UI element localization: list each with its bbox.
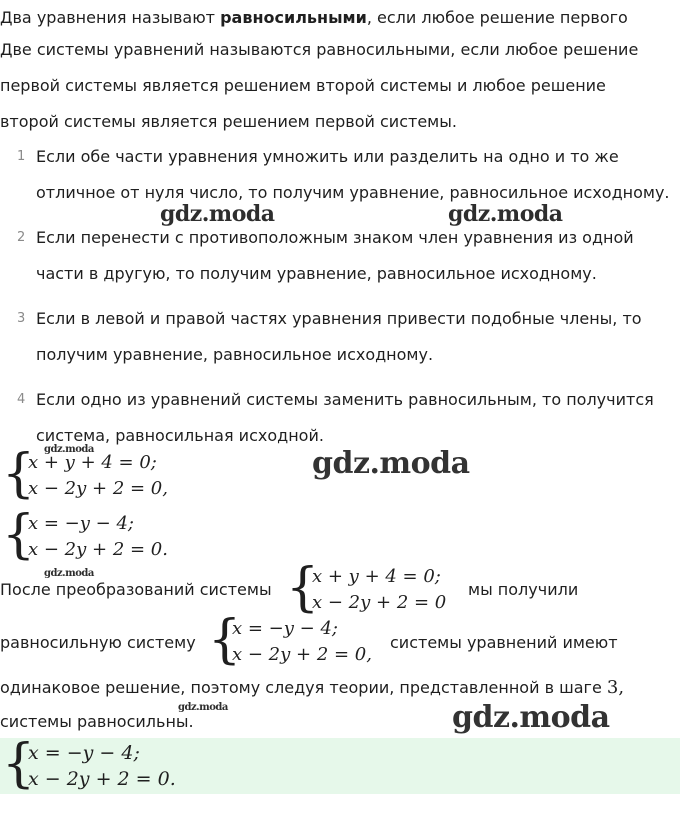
para-line-1-suffix: мы получили (468, 580, 579, 599)
intro-line-1-suffix: , если любое решение первого (366, 8, 628, 27)
rule-number: 3 (17, 311, 26, 326)
answer-box (0, 734, 680, 794)
answer-equation: x = −y − 4; (28, 742, 140, 764)
para-line-4: системы равносильны. (0, 712, 194, 731)
rule-text: Если в левой и правой частях уравнения привести подобные члены, то (36, 309, 642, 328)
equation: x + y + 4 = 0; (312, 566, 441, 587)
rule-text: отличное от нуля число, то получим уравнение, равносильное исходному. (36, 183, 670, 202)
para-line-1-prefix: После преобразований системы (0, 580, 272, 599)
rule-text: части в другую, то получим уравнение, равносильное исходному. (36, 264, 597, 283)
rule-text: Если обе части уравнения умножить или разделить на одно и то же (36, 147, 619, 166)
equation: x − 2y + 2 = 0, (28, 478, 168, 499)
left-brace: { (286, 558, 320, 618)
left-brace: { (2, 505, 36, 565)
watermark: gdz.moda (452, 700, 610, 735)
intro-line-1 (0, 8, 628, 28)
equation: x = −y − 4; (232, 618, 338, 639)
equation: x − 2y + 2 = 0, (232, 644, 372, 665)
rule-text: Если одно из уравнений системы заменить равносильным, то получится (36, 390, 654, 409)
equation: x = −y − 4; (28, 513, 134, 534)
rule-text: система, равносильная исходной. (36, 426, 324, 445)
equation: x + y + 4 = 0; (28, 452, 157, 473)
rule-number: 1 (17, 149, 26, 164)
left-brace: { (2, 444, 36, 504)
watermark: gdz.moda (44, 568, 94, 579)
rule-text: Если перенести с противоположным знаком член уравнения из одной (36, 228, 634, 247)
equation: x − 2y + 2 = 0 (312, 592, 447, 613)
answer-equation: x − 2y + 2 = 0. (28, 768, 176, 790)
intro-line-3: первой системы является решением второй системы и любое решение (0, 76, 606, 95)
step-number: 3, (606, 677, 625, 698)
intro-bold-term: равносильными (220, 8, 367, 27)
intro-line-1-prefix: Два уравнения называют (0, 8, 221, 27)
watermark: gdz.moda (178, 702, 228, 713)
left-brace: { (208, 610, 242, 670)
para-line-3 (0, 678, 624, 698)
watermark: gdz.moda (448, 201, 563, 227)
watermark: gdz.moda (312, 446, 470, 481)
para-line-3-text: одинаковое решение, поэтому следуя теории, представленной в шаге (0, 678, 602, 697)
intro-line-4: второй системы является решением первой системы. (0, 112, 457, 131)
rule-number: 2 (17, 230, 26, 245)
watermark: gdz.moda (44, 444, 94, 455)
equation: x − 2y + 2 = 0. (28, 539, 168, 560)
para-line-2-suffix: системы уравнений имеют (390, 633, 618, 652)
left-brace: { (2, 734, 36, 794)
rule-number: 4 (17, 392, 26, 407)
watermark: gdz.moda (160, 201, 275, 227)
para-line-2-prefix: равносильную систему (0, 633, 196, 652)
rule-text: получим уравнение, равносильное исходному. (36, 345, 434, 364)
intro-line-2: Две системы уравнений называются равносильными, если любое решение (0, 40, 639, 59)
